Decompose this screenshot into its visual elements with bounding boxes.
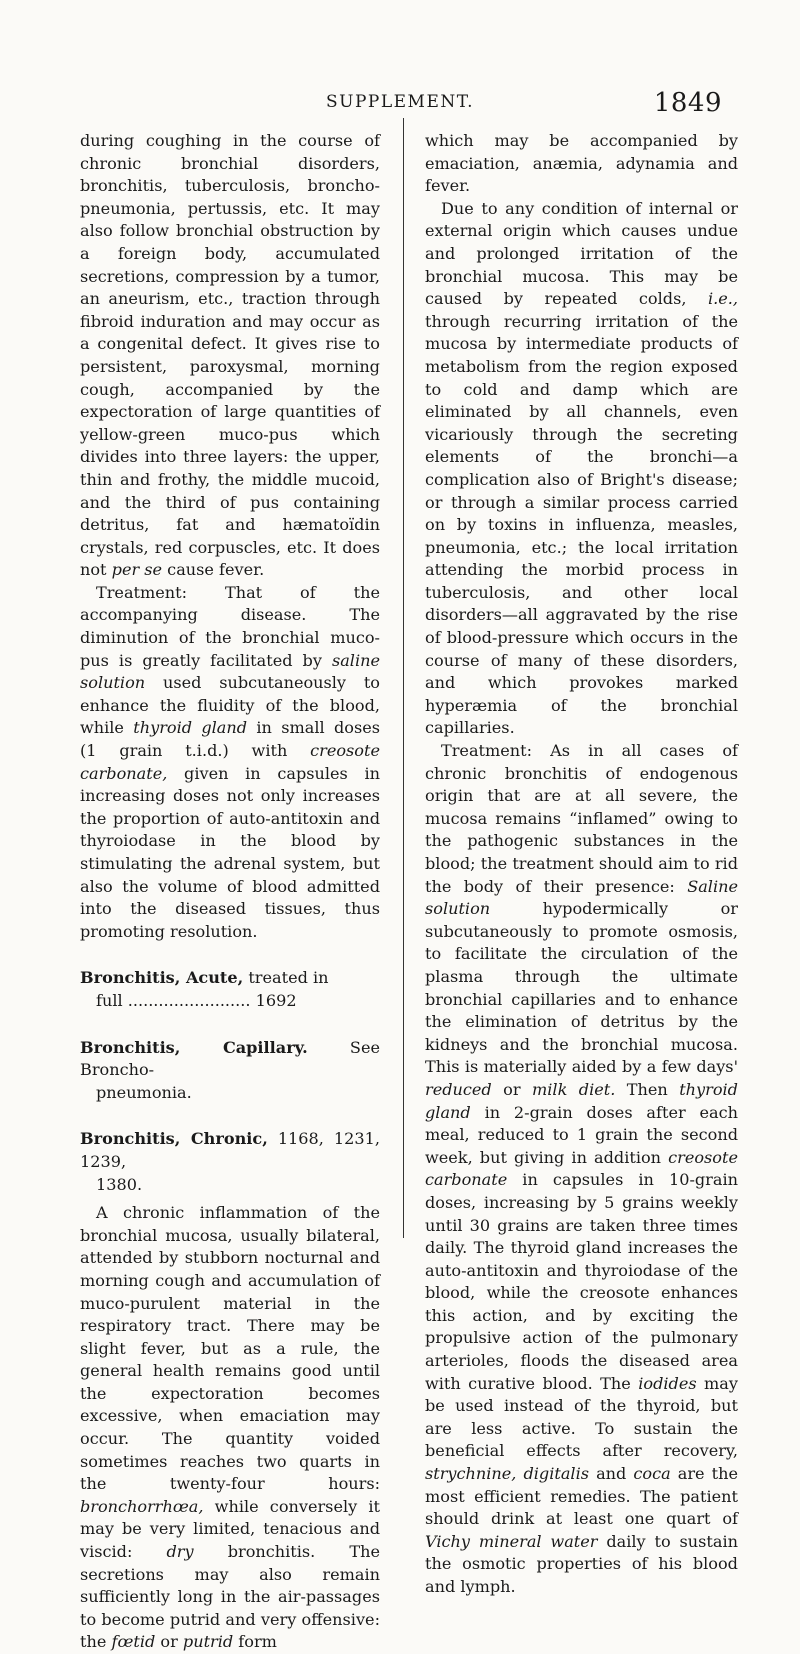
cross-reference: pneumonia.	[96, 1082, 192, 1102]
paragraph-bronchiectasis-description: during coughing in the course of chronic bronchial disorders, bronchitis, tuberculosis, broncho-pneumonia, pertussis, etc. It may also follow bronchial obstruction by a foreign body, accumulated secretions, compression by a tumor, an aneurism, etc., traction through fibroid induration and may occur as a congenital defect. It gives rise to persistent, paroxysmal, morning cough, accompanied by the expectoration of large quantities of yellow-green muco-pus which divides into three layers: the upper, thin and frothy, the middle mucoid, and the third of pus containing detritus, fat and hæmatoïdin crystals, red corpuscles, etc. It does not per se cause fever.	[80, 131, 380, 580]
column-divider	[403, 118, 404, 1238]
page-reference: full ........................ 1692	[96, 990, 297, 1010]
left-column	[80, 130, 380, 1654]
paragraph-continuation: which may be accompanied by emaciation, anæmia, adynamia and fever.	[425, 131, 738, 196]
page-number: 1849	[653, 88, 722, 118]
running-header: SUPPLEMENT.	[326, 92, 474, 112]
paragraph-etiology: Due to any condition of internal or external origin which causes undue and prolonged irritation of the bronchial mucosa. This may be caused by repeated colds, i.e., through recurring irritation of the mucosa by intermediate products of metabolism from the region exposed to cold and damp which are eliminated by all channels, even vicariously through the secreting elements of the bronchi—a complication also of Bright's disease; or through a similar process carried on by toxins in influenza, measles, pneumonia, etc.; the local irritation attending the morbid process in tuberculosis, and other local disorders—all aggravated by the rise of blood-pressure which occurs in the course of many of these disorders, and which provokes marked hyperæmia of the bronchial capillaries.	[425, 198, 738, 738]
entry-bronchitis-acute: Bronchitis, Acute, treated in full ........................ 1692	[80, 967, 380, 1012]
entry-heading: Bronchitis, Chronic,	[80, 1129, 268, 1149]
right-column	[425, 130, 738, 1599]
entry-bronchitis-capillary: Bronchitis, Capillary. See Broncho- pneumonia.	[80, 1037, 380, 1105]
paragraph-chronic-bronchitis-treatment: Treatment: As in all cases of chronic bronchitis of endogenous origin that are at all severe, the mucosa remains “inflamed” owing to the pathogenic substances in the blood; the treatment should aim to rid the body of their presence: Saline solution hypodermically or subcutaneously to promote osmosis, to facilitate the circulation of the plasma through the ultimate bronchial capillaries and to enhance the elimination of detritus by the kidneys and the bronchial mucosa. This is materially aided by a few days' reduced or milk diet. Then thyroid gland in 2-grain doses after each meal, reduced to 1 grain the second week, but giving in addition creosote carbonate in capsules in 10-grain doses, increasing by 5 grains weekly until 30 grains are taken three times daily. The thyroid gland increases the auto-antitoxin and thyroiodase of the blood, while the creosote enhances this action, and by exciting the propulsive action of the pulmonary arterioles, floods the diseased area with curative blood. The iodides may be used instead of the thyroid, but are less active. To sustain the beneficial effects after recovery, strychnine, digitalis and coca are the most efficient remedies. The patient should drink at least one quart of Vichy mineral water daily to sustain the osmotic properties of his blood and lymph.	[425, 741, 738, 1596]
paragraph-bronchiectasis-treatment: Treatment: That of the accompanying disease. The diminution of the bronchial muco-pus is greatly facilitated by saline solution used subcutaneously to enhance the fluidity of the blood, while thyroid gland in small doses (1 grain t.i.d.) with creosote carbonate, given in capsules in increasing doses not only increases the proportion of auto-antitoxin and thyroiodase in the blood by stimulating the adrenal system, but also the volume of blood admitted into the diseased tissues, thus promoting resolution.	[80, 582, 380, 941]
entry-bronchitis-chronic: Bronchitis, Chronic, 1168, 1231, 1239, 1380.	[80, 1128, 380, 1196]
paragraph-chronic-bronchitis-description: A chronic inflammation of the bronchial mucosa, usually bilateral, attended by stubborn nocturnal and morning cough and accumulation of muco-purulent material in the respiratory tract. There may be slight fever, but as a rule, the general health remains good until the expectoration becomes excessive, when emaciation may occur. The quantity voided sometimes reaches two quarts in the twenty-four hours: bronchorrhœa, while conversely it may be very limited, tenacious and viscid: dry bronchitis. The secretions may also remain sufficiently long in the air-passages to become putrid and very offensive: the fœtid or putrid form	[80, 1203, 381, 1652]
entry-heading: Bronchitis, Capillary.	[80, 1037, 308, 1057]
entry-heading: Bronchitis, Acute,	[80, 968, 244, 988]
page-reference: 1380.	[96, 1174, 143, 1194]
